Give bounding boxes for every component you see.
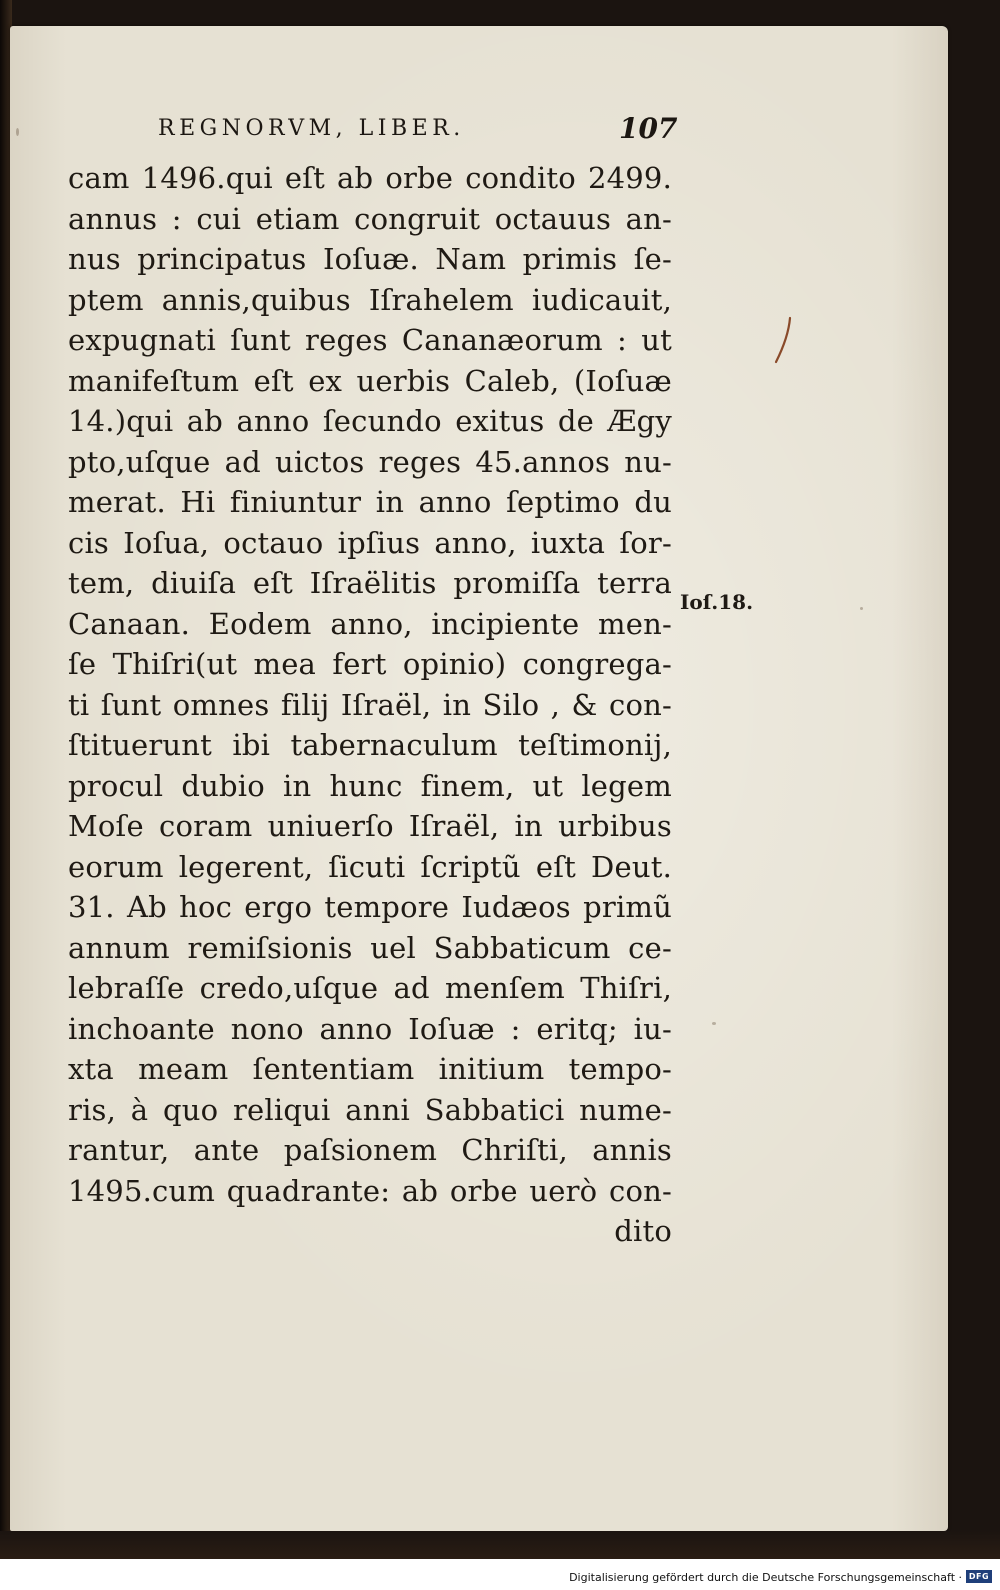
body-text (68, 158, 672, 1252)
paper-spot (712, 1022, 716, 1025)
text-line: expugnati ſunt reges Cananæorum : ut (68, 323, 672, 357)
marginal-note: Ioſ.18. (680, 590, 754, 614)
text-line: 14.)qui ab anno ſecundo exitus de Ægy (68, 404, 672, 438)
scan-bottom-edge (0, 1531, 1000, 1559)
footer-credit: Digitalisierung gefördert durch die Deutsche Forschungsgemeinschaft · (569, 1571, 962, 1584)
text-line-catchword: dito (614, 1214, 672, 1248)
text-line: eorum legerent, ſicuti ſcriptũ eſt Deut. (68, 849, 672, 884)
text-line: nus principatus Ioſuæ. Nam primis ſe- (68, 242, 672, 276)
text-line: annum remiſsionis uel Sabbaticum ce- (68, 930, 672, 965)
paper-spot (860, 607, 863, 610)
text-line: manifeſtum eſt ex uerbis Caleb, (Ioſuæ (68, 363, 672, 398)
text-line: tem, diuiſa eſt Iſraëlitis promiſſa terra (68, 566, 672, 600)
pencil-stroke-icon (772, 316, 796, 366)
running-head-title: REGNORVM, LIBER. (158, 116, 465, 141)
paper-spot (16, 128, 19, 136)
text-line: Moſe coram uniuerſo Iſraël, in urbibus (68, 809, 672, 843)
text-line: ris, à quo reliqui anni Sabbatici nume- (68, 1092, 672, 1127)
page-number: 107 (619, 112, 678, 145)
text-line: procul dubio in hunc finem, ut legem (68, 768, 672, 803)
text-line: ſtituerunt ibi tabernaculum teſtimonij, (68, 728, 672, 762)
text-line: annus : cui etiam congruit octauus an- (68, 201, 672, 236)
text-line: 31. Ab hoc ergo tempore Iudæos primũ (68, 890, 672, 924)
text-line: cis Ioſua, octauo ipſius anno, iuxta ſor- (68, 525, 672, 560)
dfg-logo: DFG (966, 1570, 992, 1583)
text-line: xta meam ſententiam initium tempo- (68, 1052, 672, 1086)
text-line: rantur, ante paſsionem Chriſti, annis (68, 1133, 672, 1167)
text-line: inchoante nono anno Ioſuæ : eritq; iu- (68, 1011, 672, 1046)
text-line: cam 1496.qui eſt ab orbe condito 2499. (68, 161, 672, 195)
text-line: ſe Thiſri(ut mea fert opinio) congrega- (68, 647, 672, 681)
text-line: ptem annis,quibus Iſrahelem iudicauit, (68, 282, 672, 317)
text-line: pto,uſque ad uictos reges 45.annos nu- (68, 444, 672, 479)
text-line: lebraſſe credo,uſque ad menſem Thiſri, (68, 971, 672, 1005)
text-line: merat. Hi finiuntur in anno ſeptimo du (68, 485, 672, 519)
text-line: 1495.cum quadrante: ab orbe uerò con- (68, 1173, 672, 1208)
text-line: ti ſunt omnes filij Iſraël, in Silo , & con- (68, 687, 672, 722)
text-line: Canaan. Eodem anno, incipiente men- (68, 606, 672, 641)
